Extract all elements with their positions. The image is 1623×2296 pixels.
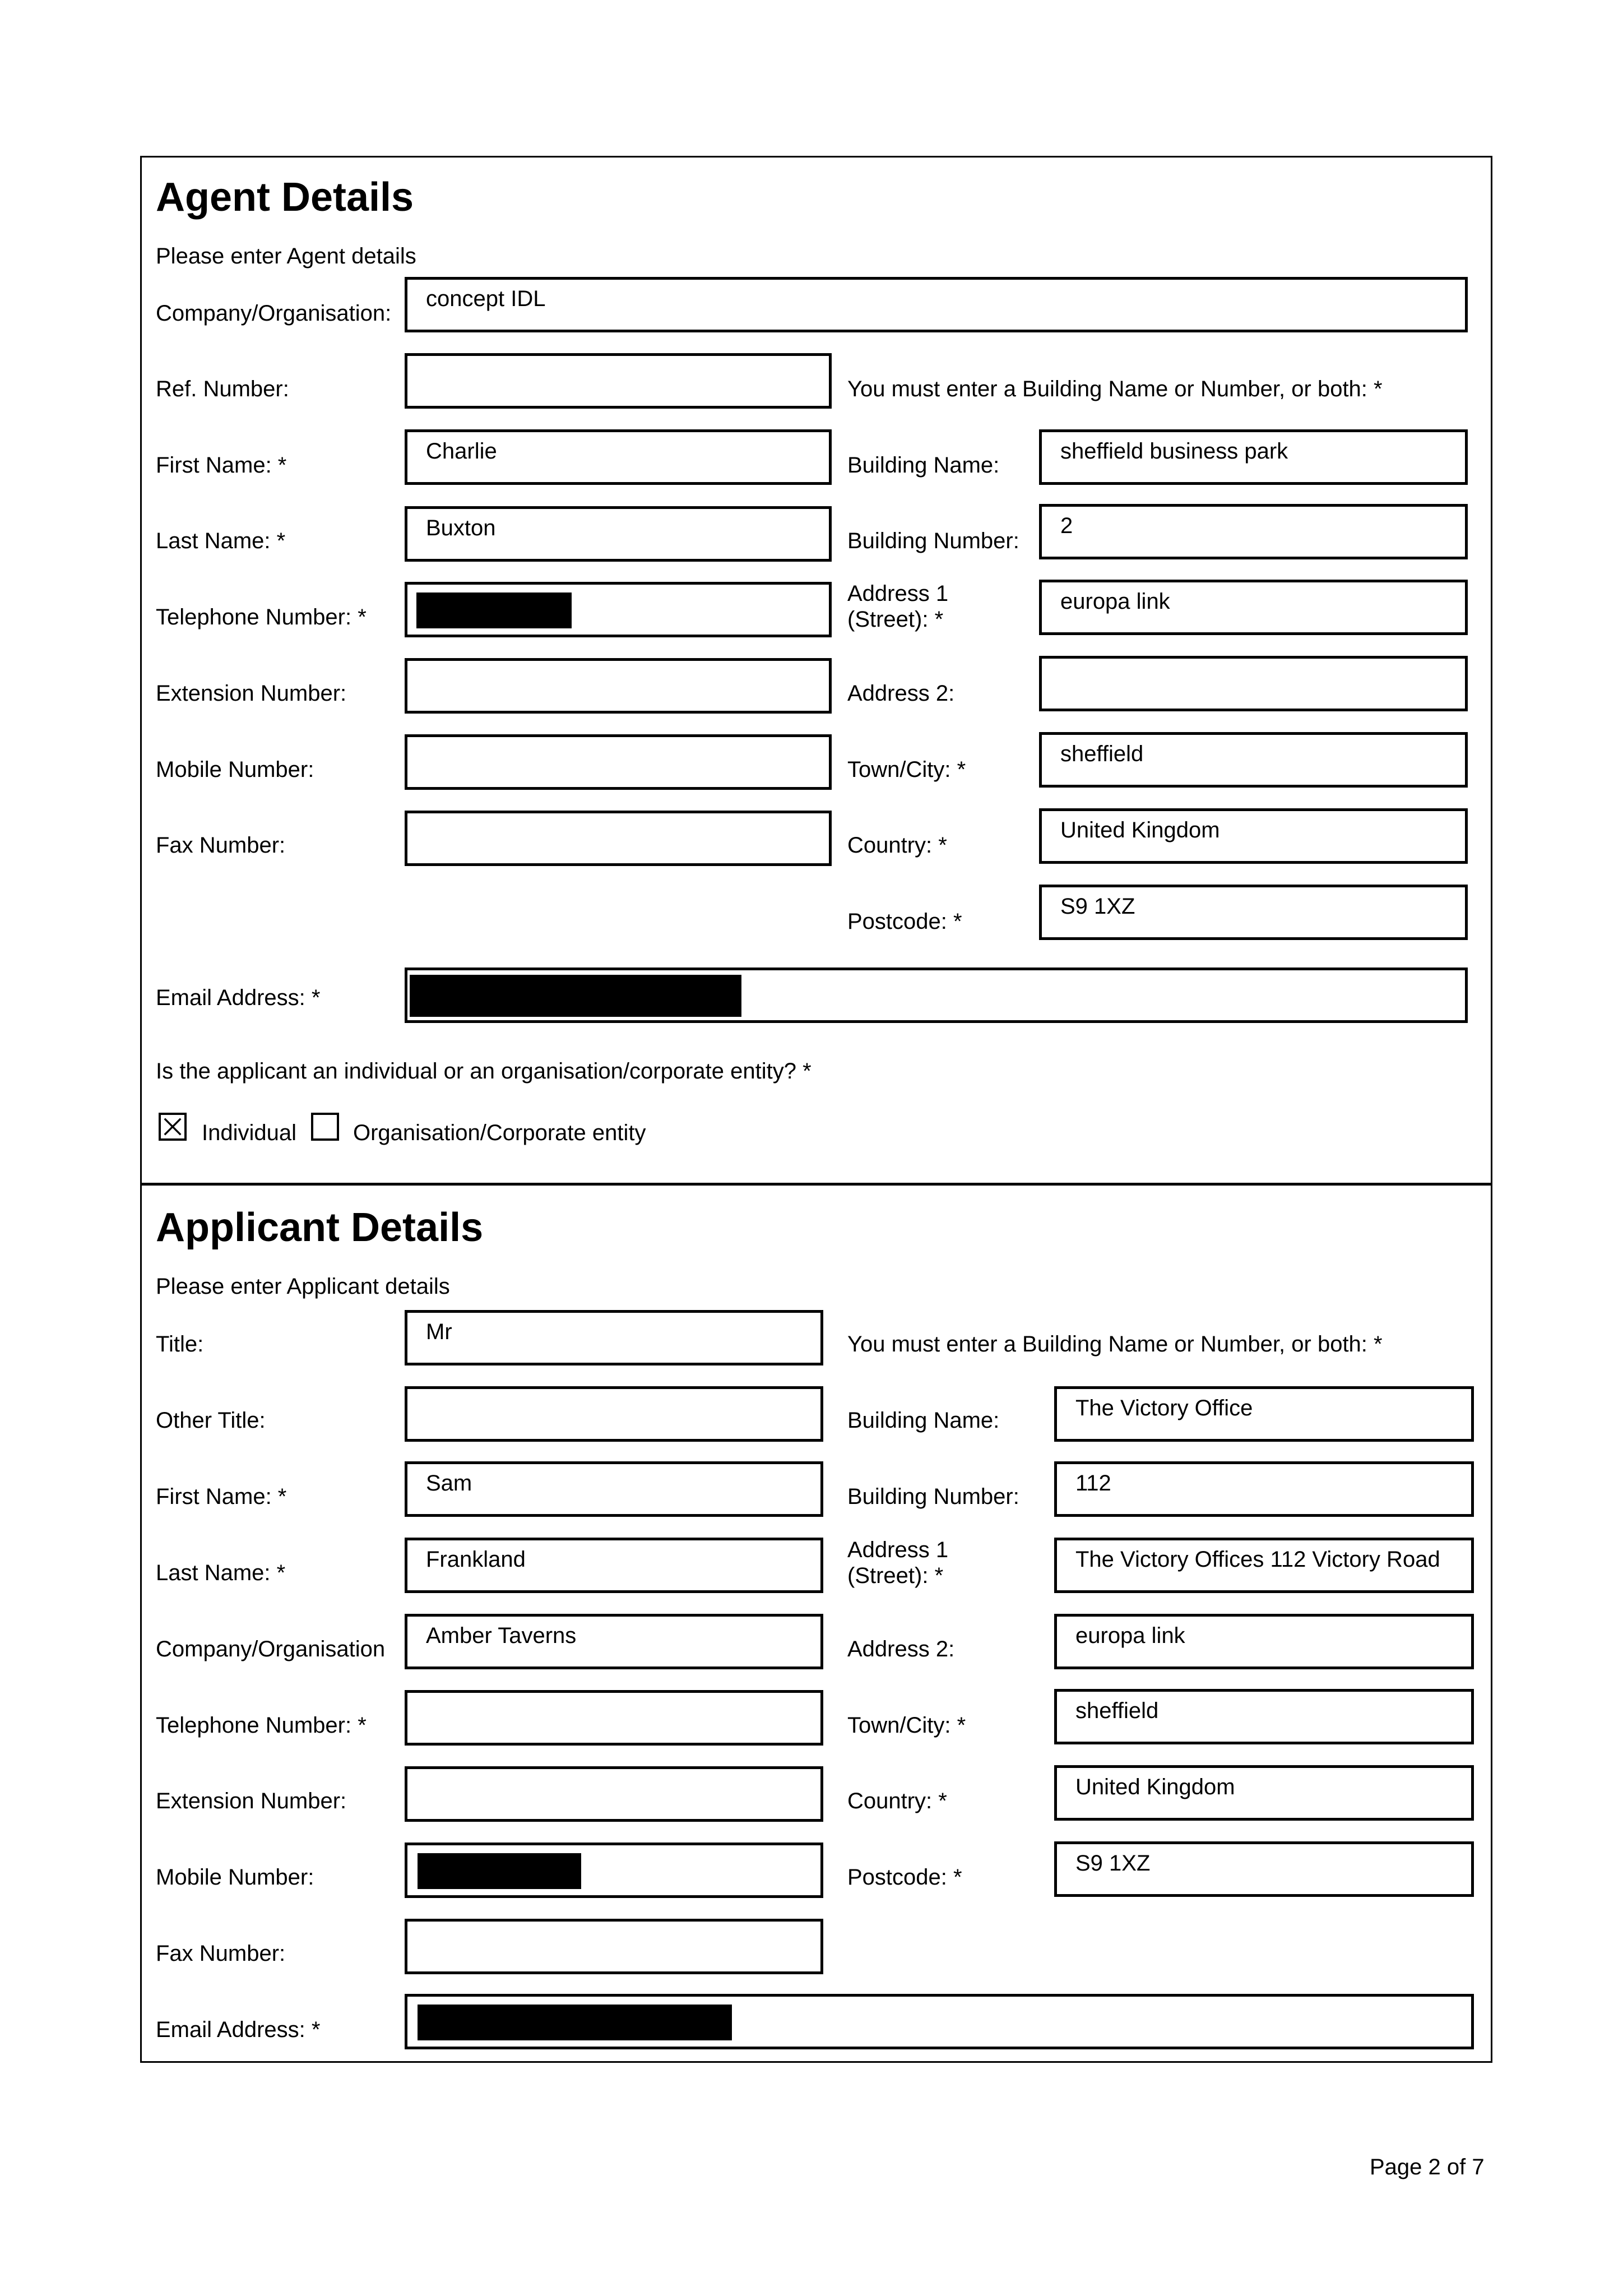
- applicant-telephone-field[interactable]: [405, 1690, 823, 1746]
- applicant-address1-label: [847, 1537, 948, 1589]
- agent-address1-field[interactable]: [1039, 580, 1468, 635]
- agent-address1-value: europa link: [1060, 589, 1170, 614]
- agent-company-label: Company/Organisation:: [156, 301, 392, 326]
- agent-mobile-label: Mobile Number:: [156, 757, 314, 782]
- redaction-block: [410, 975, 741, 1017]
- organisation-option-label: Organisation/Corporate entity: [353, 1121, 646, 1145]
- applicant-country-value: United Kingdom: [1075, 1775, 1235, 1799]
- applicant-company-field[interactable]: [405, 1614, 823, 1669]
- agent-address1-label-line2: (Street): *: [847, 607, 944, 632]
- applicant-address1-label-line2: (Street): *: [847, 1563, 944, 1588]
- agent-last-name-label: Last Name: *: [156, 529, 286, 553]
- agent-building-name-value: sheffield business park: [1060, 439, 1288, 464]
- redaction-block: [418, 2005, 732, 2040]
- applicant-address1-field[interactable]: [1054, 1538, 1474, 1593]
- agent-postcode-value: S9 1XZ: [1060, 894, 1135, 919]
- applicant-mobile-label: Mobile Number:: [156, 1865, 314, 1890]
- applicant-address2-label: Address 2:: [847, 1637, 955, 1661]
- agent-building-number-field[interactable]: [1039, 504, 1468, 559]
- agent-email-field[interactable]: [405, 968, 1468, 1023]
- individual-option-label: Individual: [202, 1121, 297, 1145]
- applicant-title-label: Title:: [156, 1332, 204, 1357]
- agent-building-note: You must enter a Building Name or Number, or both: *: [847, 377, 1383, 401]
- applicant-building-note: You must enter a Building Name or Number, or both: *: [847, 1332, 1383, 1357]
- applicant-address2-value: europa link: [1075, 1623, 1185, 1648]
- redaction-block: [416, 592, 572, 628]
- agent-town-label: Town/City: *: [847, 757, 966, 782]
- applicant-address2-field[interactable]: [1054, 1614, 1474, 1669]
- organisation-checkbox[interactable]: [311, 1113, 339, 1141]
- applicant-postcode-value: S9 1XZ: [1075, 1851, 1151, 1876]
- agent-telephone-field[interactable]: [405, 582, 832, 637]
- applicant-building-number-field[interactable]: [1054, 1461, 1474, 1517]
- applicant-building-name-label: Building Name:: [847, 1408, 1000, 1433]
- applicant-company-label: Company/Organisation: [156, 1637, 386, 1661]
- applicant-last-name-field[interactable]: [405, 1538, 823, 1593]
- agent-company-field[interactable]: [405, 277, 1468, 332]
- redaction-block: [418, 1853, 581, 1889]
- applicant-building-name-field[interactable]: [1054, 1386, 1474, 1442]
- agent-instruction: Please enter Agent details: [156, 244, 416, 269]
- entity-question: Is the applicant an individual or an organisation/corporate entity? *: [156, 1059, 812, 1084]
- applicant-email-field[interactable]: [405, 1994, 1474, 2049]
- applicant-last-name-value: Frankland: [426, 1547, 526, 1572]
- agent-first-name-field[interactable]: [405, 429, 832, 485]
- applicant-first-name-label: First Name: *: [156, 1484, 287, 1509]
- applicant-postcode-label: Postcode: *: [847, 1865, 962, 1890]
- applicant-mobile-field[interactable]: [405, 1843, 823, 1898]
- applicant-building-name-value: The Victory Office: [1075, 1396, 1253, 1420]
- applicant-last-name-label: Last Name: *: [156, 1561, 286, 1585]
- applicant-address1-label-line1: Address 1: [847, 1538, 949, 1562]
- agent-town-value: sheffield: [1060, 742, 1144, 766]
- applicant-title-value: Mr: [426, 1320, 452, 1344]
- agent-address2-label: Address 2:: [847, 681, 955, 706]
- agent-email-label: Email Address: *: [156, 985, 321, 1010]
- applicant-fax-label: Fax Number:: [156, 1941, 286, 1966]
- applicant-building-number-label: Building Number:: [847, 1484, 1019, 1509]
- agent-telephone-label: Telephone Number: *: [156, 605, 367, 629]
- applicant-extension-field[interactable]: [405, 1766, 823, 1822]
- agent-postcode-field[interactable]: [1039, 885, 1468, 940]
- agent-country-field[interactable]: [1039, 808, 1468, 864]
- agent-first-name-label: First Name: *: [156, 453, 287, 478]
- applicant-other-title-label: Other Title:: [156, 1408, 266, 1433]
- agent-details-heading: Agent Details: [156, 175, 414, 220]
- agent-last-name-value: Buxton: [426, 516, 496, 540]
- agent-country-value: United Kingdom: [1060, 818, 1220, 843]
- applicant-other-title-field[interactable]: [405, 1386, 823, 1442]
- agent-company-value: concept IDL: [426, 286, 546, 311]
- agent-extension-label: Extension Number:: [156, 681, 347, 706]
- agent-ref-number-label: Ref. Number:: [156, 377, 289, 401]
- applicant-title-field[interactable]: [405, 1310, 823, 1365]
- agent-building-name-field[interactable]: [1039, 429, 1468, 485]
- applicant-country-label: Country: *: [847, 1789, 947, 1813]
- applicant-telephone-label: Telephone Number: *: [156, 1713, 367, 1738]
- agent-town-field[interactable]: [1039, 732, 1468, 788]
- applicant-company-value: Amber Taverns: [426, 1623, 577, 1648]
- page-number: Page 2 of 7: [1370, 2155, 1485, 2179]
- agent-country-label: Country: *: [847, 833, 947, 858]
- applicant-instruction: Please enter Applicant details: [156, 1274, 450, 1299]
- agent-building-name-label: Building Name:: [847, 453, 1000, 478]
- applicant-fax-field[interactable]: [405, 1919, 823, 1974]
- agent-mobile-field[interactable]: [405, 734, 832, 790]
- agent-building-number-label: Building Number:: [847, 529, 1019, 553]
- applicant-country-field[interactable]: [1054, 1765, 1474, 1821]
- applicant-first-name-value: Sam: [426, 1471, 472, 1496]
- agent-address1-label: [847, 581, 948, 632]
- applicant-email-label: Email Address: *: [156, 2017, 321, 2042]
- applicant-postcode-field[interactable]: [1054, 1841, 1474, 1897]
- agent-postcode-label: Postcode: *: [847, 909, 962, 934]
- agent-first-name-value: Charlie: [426, 439, 497, 464]
- applicant-address1-value: The Victory Offices 112 Victory Road: [1075, 1547, 1440, 1572]
- agent-building-number-value: 2: [1060, 513, 1073, 538]
- agent-address2-field[interactable]: [1039, 656, 1468, 711]
- checkbox-cross-icon: [161, 1115, 184, 1138]
- applicant-building-number-value: 112: [1075, 1471, 1111, 1496]
- agent-last-name-field[interactable]: [405, 506, 832, 562]
- agent-extension-field[interactable]: [405, 658, 832, 714]
- agent-fax-label: Fax Number:: [156, 833, 286, 858]
- agent-ref-number-field[interactable]: [405, 353, 832, 409]
- applicant-first-name-field[interactable]: [405, 1461, 823, 1517]
- applicant-town-field[interactable]: [1054, 1689, 1474, 1744]
- applicant-town-value: sheffield: [1075, 1698, 1159, 1723]
- agent-address1-label-line1: Address 1: [847, 581, 949, 606]
- applicant-town-label: Town/City: *: [847, 1713, 966, 1738]
- agent-fax-field[interactable]: [405, 811, 832, 866]
- applicant-details-heading: Applicant Details: [156, 1205, 484, 1250]
- individual-checkbox[interactable]: [159, 1113, 187, 1141]
- applicant-extension-label: Extension Number:: [156, 1789, 347, 1813]
